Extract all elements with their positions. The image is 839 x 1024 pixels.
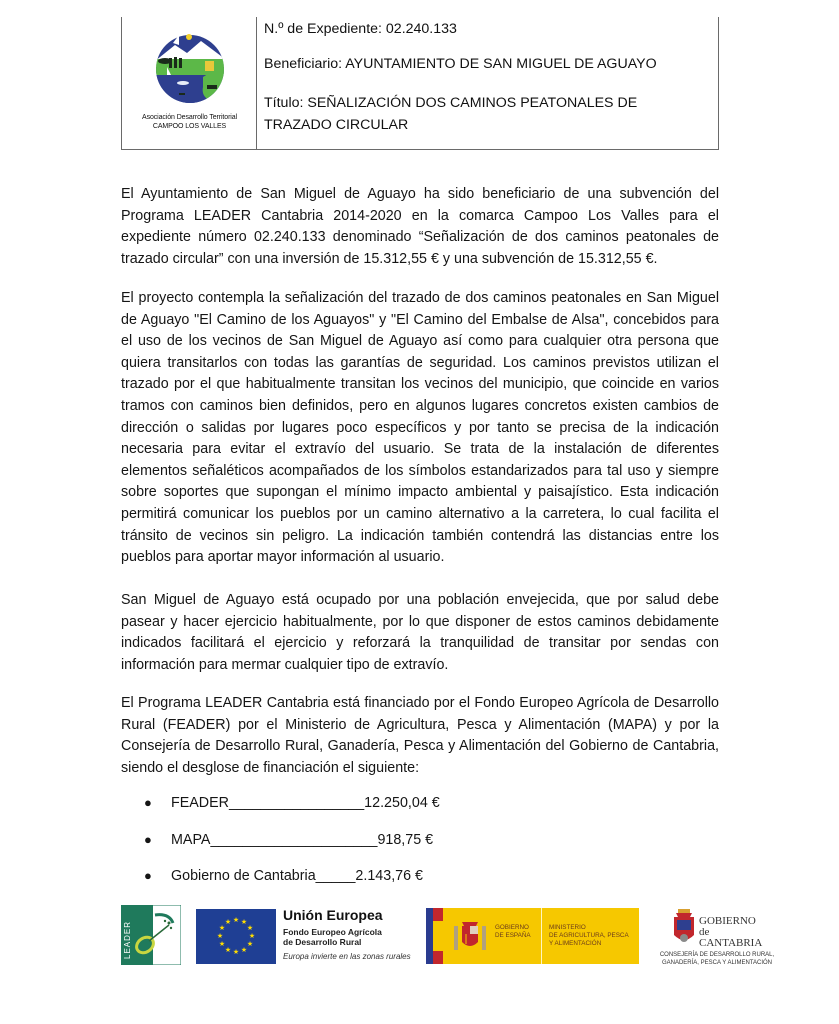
spain-min-line2: DE AGRICULTURA, PESCA bbox=[549, 932, 629, 939]
spain-gob-line1: GOBIERNO bbox=[495, 924, 529, 931]
header-table bbox=[121, 17, 719, 150]
eu-tagline: Europa invierte en las zonas rurales bbox=[283, 952, 411, 961]
svg-text:★: ★ bbox=[246, 924, 254, 932]
spain-coat-of-arms-icon bbox=[450, 916, 490, 956]
svg-text:★: ★ bbox=[216, 932, 224, 940]
logo-cell bbox=[122, 17, 257, 149]
cantabria-title bbox=[699, 916, 762, 949]
info-cell bbox=[257, 17, 718, 149]
cant-sub-line2: GANADERÍA, PESCA Y ALIMENTACIÓN bbox=[661, 960, 773, 966]
funding-item-cantabria bbox=[144, 866, 440, 903]
svg-text:★: ★ bbox=[248, 932, 256, 940]
funding-item-feader bbox=[144, 793, 440, 830]
funding-name: Gobierno de Cantabria bbox=[171, 868, 316, 884]
funding-leader-line: _________________ bbox=[229, 795, 365, 811]
gobierno-cantabria-logo bbox=[652, 905, 782, 975]
cant-line3: CANTABRIA bbox=[699, 937, 763, 949]
eu-fund-line2: de Desarrollo Rural bbox=[283, 937, 362, 947]
cant-line1: GOBIERNO bbox=[699, 915, 756, 927]
funding-leader-line: _____ bbox=[315, 868, 356, 884]
svg-text:LEADER: LEADER bbox=[123, 920, 132, 959]
logo-caption bbox=[122, 113, 257, 131]
paragraph-project: El proyecto contempla la señalización del trazado de dos caminos peatonales en San Miguel de Aguayo "El Camino de los Aguayos" y "El Camino del Embalse de Alsa", concebidos para el uso de los vecinos de San Miguel de Aguayo así como para cualquier otra persona que quiera transitarlos con todas las garantías de seguridad. Los caminos previstos utilizan el trazado por el que habitualmente transitan los vecinos del municipio, que coincide en varios tramos con caminos bien definidos, pero en algunos lugares concretos existen cambios de dirección o salidas por lugares poco específicos y por tanto se precisa de la indicación necesaria para evitar el extravío del usuario. Se trata de la instalación de diferentes elementos señaléticos acompañados de los símbolos estandarizados para tal uso y siempre sobre soportes que supongan el mínimo impacto ambiental y paisajístico. Esta indicación permitirá comunicar los pueblos por un camino alternativo a la carretera, lo cual facilita el tránsito de vecinos sin peligro. La indicación también contendrá las distancias entre los pueblos para aportar mayor información al usuario. bbox=[121, 290, 719, 566]
cant-sub-line1: CONSEJERÍA DE DESARROLLO RURAL, bbox=[659, 952, 775, 958]
divider bbox=[541, 908, 542, 964]
cantabria-consejeria bbox=[652, 951, 782, 967]
funding-item-mapa bbox=[144, 830, 440, 867]
footer-logos bbox=[0, 900, 839, 980]
svg-text:★: ★ bbox=[232, 948, 240, 956]
leader-logo-icon bbox=[121, 905, 181, 965]
funding-amount: 2.143,76 € bbox=[355, 868, 423, 884]
eu-title: Unión Europea bbox=[283, 907, 383, 923]
paragraph-financing: El Programa LEADER Cantabria está financiado por el Fondo Europeo Agrícola de Desarrollo Rural (FEADER) por el Ministerio de Agricultura, Pesca y Alimentación (MAPA) y por la Consejería de Desarrollo Rural, Ganadería, Pesca y Alimentación del Gobierno de Cantabria, siendo el desglose de financiación el siguiente: bbox=[121, 695, 719, 776]
flag-stripe-blue bbox=[426, 908, 433, 964]
bullet-icon: ● bbox=[144, 831, 152, 847]
svg-text:★: ★ bbox=[224, 946, 232, 954]
paragraph-population: San Miguel de Aguayo está ocupado por una población envejecida, que por salud debe pasear y hacer ejercicio habitualmente, por lo que disponer de estos caminos debidamente indicados facilitará el ejercicio y reforzará la tranquilidad de transitar por sendas con información para mermar cualquier tipo de extravío. bbox=[121, 592, 719, 673]
svg-text:★: ★ bbox=[232, 916, 240, 924]
svg-text:★: ★ bbox=[240, 946, 248, 954]
spain-gob-line2: DE ESPAÑA bbox=[495, 932, 531, 939]
eu-fund-name bbox=[283, 927, 411, 947]
svg-text:★: ★ bbox=[224, 918, 232, 926]
beneficiario: Beneficiario: AYUNTAMIENTO DE SAN MIGUEL DE AGUAYO bbox=[264, 56, 657, 72]
logo-caption-line1: Asociación Desarrollo Territorial bbox=[142, 114, 237, 121]
funding-list bbox=[144, 793, 440, 903]
eu-fund-line1: Fondo Europeo Agrícola bbox=[283, 927, 382, 937]
svg-text:★: ★ bbox=[218, 940, 226, 948]
funding-amount: 918,75 € bbox=[377, 831, 434, 848]
gobierno-espana-mapa-logo bbox=[426, 908, 639, 964]
svg-text:★: ★ bbox=[240, 918, 248, 926]
eu-text-block bbox=[283, 907, 411, 962]
ministerio-text bbox=[549, 924, 629, 948]
campoo-los-valles-logo-icon bbox=[155, 31, 225, 111]
gobierno-espana-text bbox=[495, 924, 531, 940]
eu-flag-icon bbox=[196, 909, 276, 964]
funding-leader-line: _____________________ bbox=[210, 831, 378, 848]
spain-min-line3: Y ALIMENTACIÓN bbox=[549, 940, 602, 947]
project-title: Título: SEÑALIZACIÓN DOS CAMINOS PEATONALES DE TRAZADO CIRCULAR bbox=[264, 95, 638, 133]
bullet-icon: ● bbox=[144, 795, 152, 810]
bullet-icon: ● bbox=[144, 868, 152, 883]
svg-text:★: ★ bbox=[218, 924, 226, 932]
logo-caption-line2: CAMPOO LOS VALLES bbox=[152, 123, 227, 130]
funding-name: FEADER bbox=[171, 795, 229, 811]
expediente-number: N.º de Expediente: 02.240.133 bbox=[264, 21, 457, 37]
flag-stripe-yellow bbox=[433, 921, 443, 951]
funding-name: MAPA bbox=[171, 831, 211, 848]
svg-text:★: ★ bbox=[246, 940, 254, 948]
cant-line2: de bbox=[699, 926, 710, 938]
paragraph-intro: El Ayuntamiento de San Miguel de Aguayo ha sido beneficiario de una subvención del Programa LEADER Cantabria 2014-2020 en la comarca Campoo Los Valles para el expediente número 02.240.133 denominado “Señalización de dos caminos peatonales de trazado circular” con una inversión de 15.312,55 € y una subvención de 15.312,55 €. bbox=[121, 186, 719, 267]
spain-min-line1: MINISTERIO bbox=[549, 924, 586, 931]
funding-amount: 12.250,04 € bbox=[364, 795, 440, 811]
cantabria-coat-of-arms-icon bbox=[672, 907, 696, 947]
